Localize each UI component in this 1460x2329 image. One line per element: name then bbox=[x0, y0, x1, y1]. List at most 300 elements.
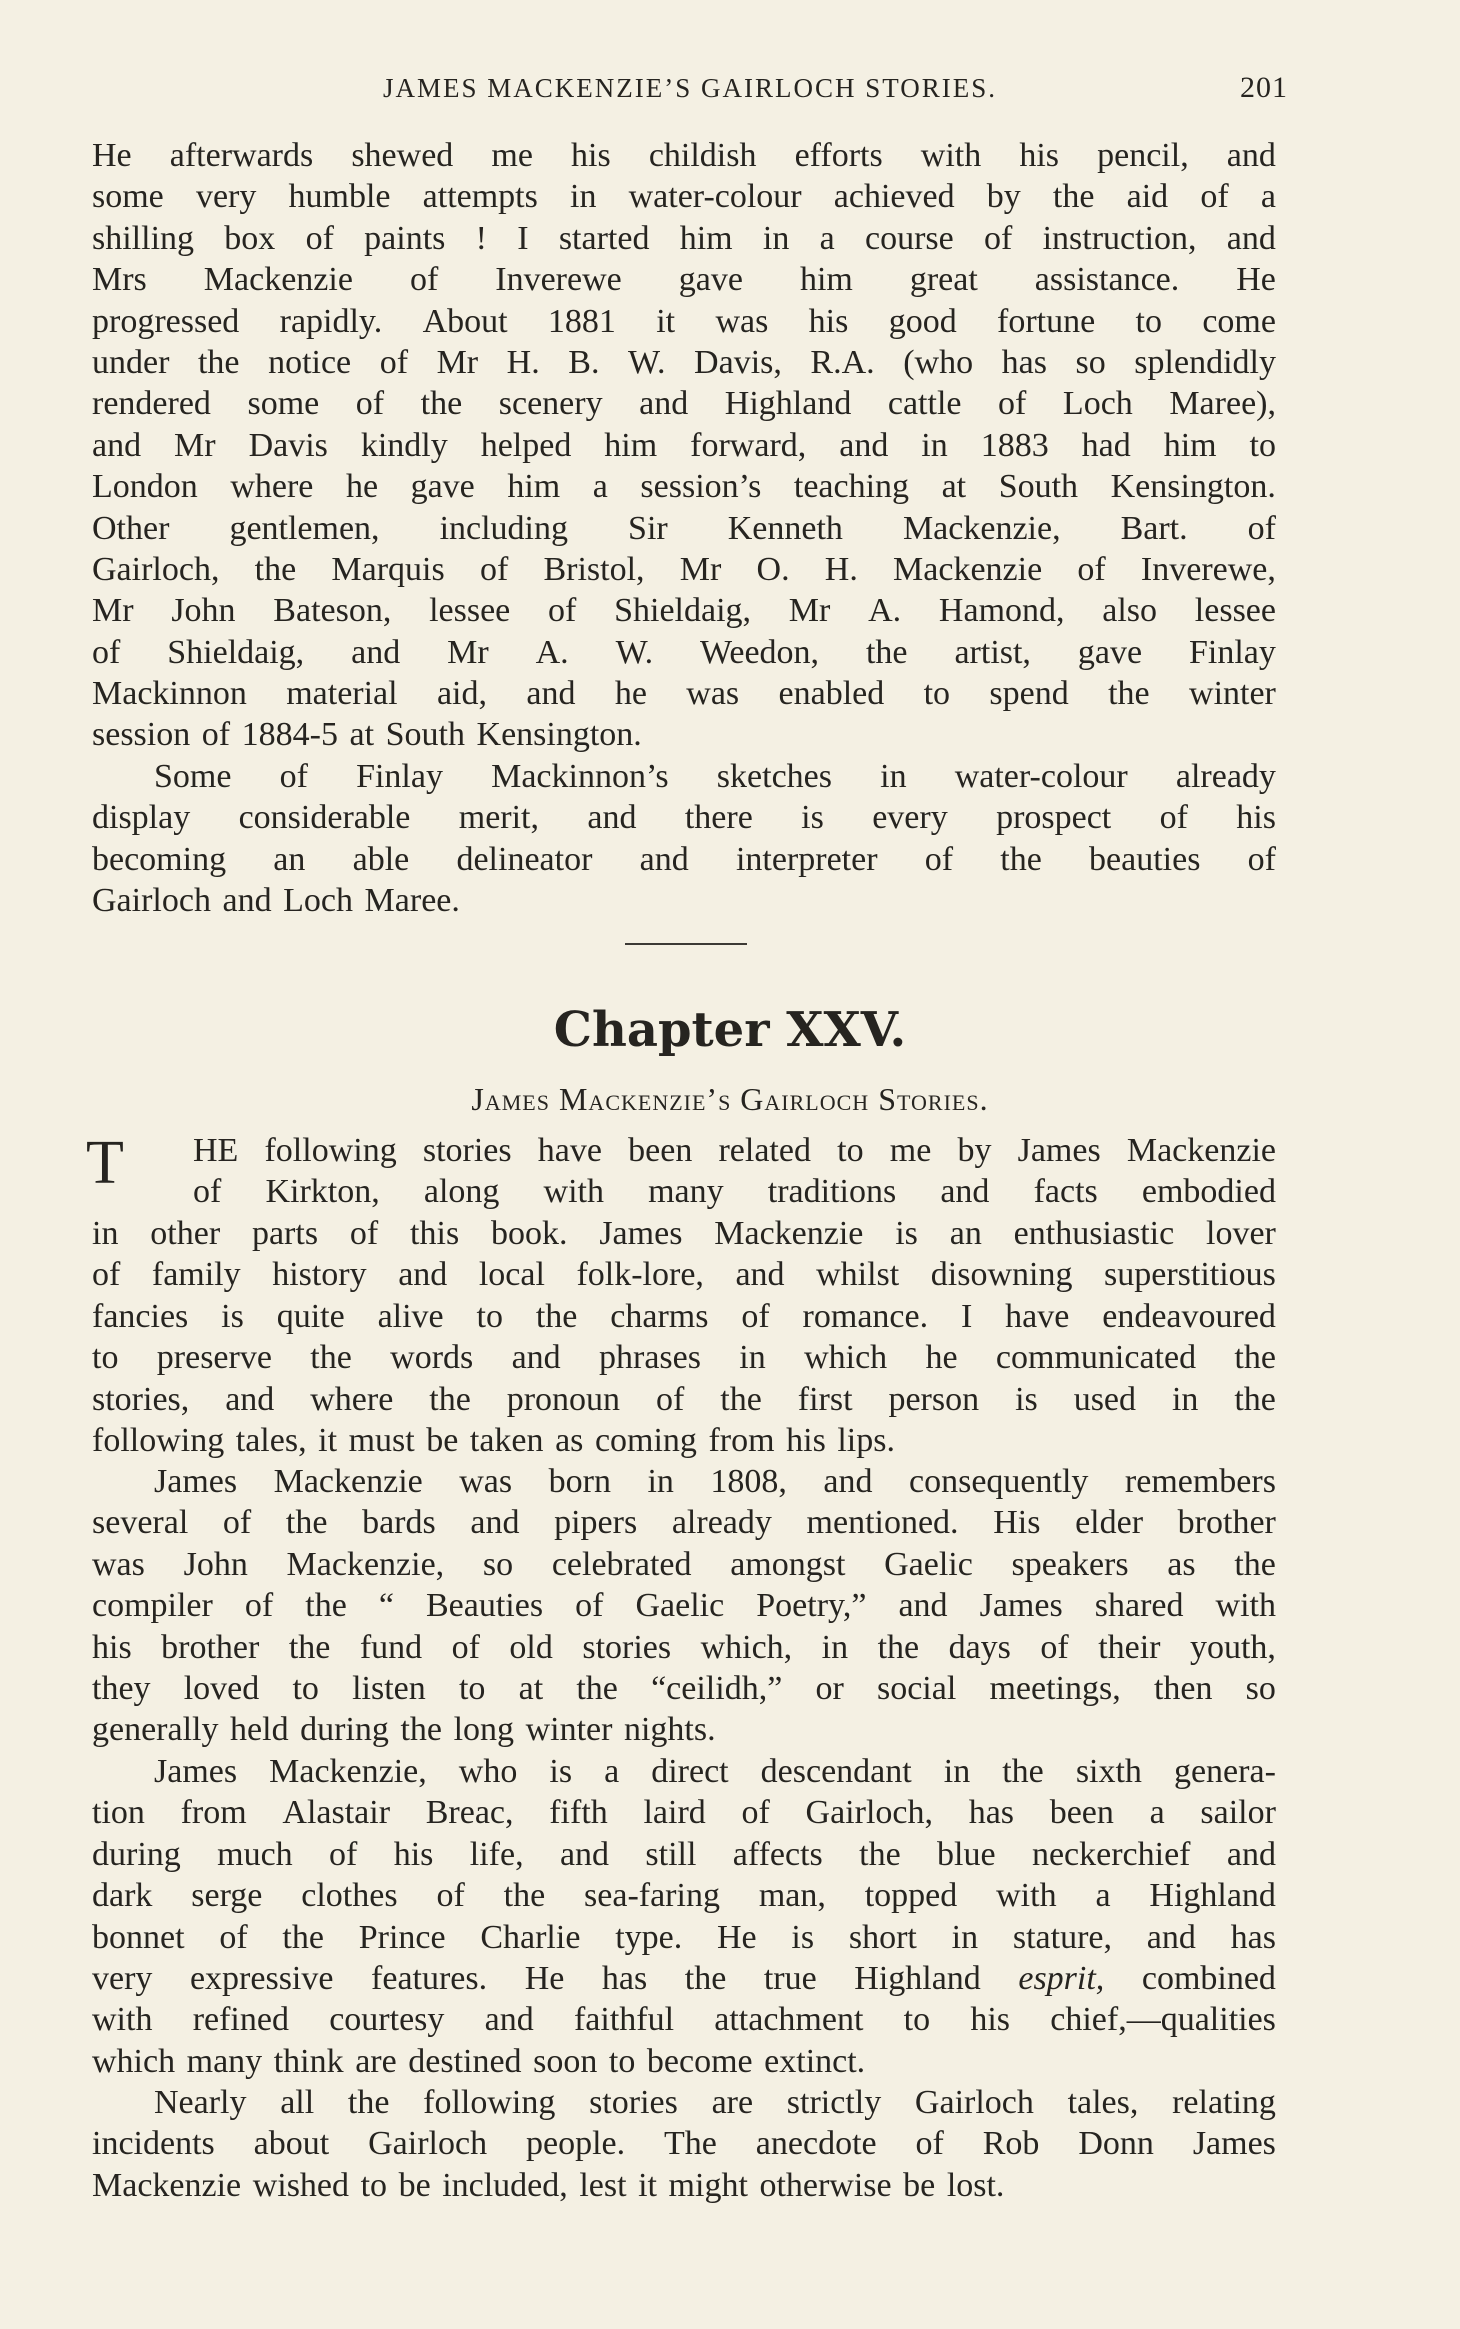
word: He bbox=[1236, 261, 1276, 299]
word: and bbox=[898, 1587, 948, 1625]
word: Weedon, bbox=[700, 633, 820, 671]
word: his bbox=[92, 1628, 132, 1666]
word: his bbox=[393, 1835, 434, 1873]
text-line bbox=[92, 1999, 1276, 2040]
word: me bbox=[889, 1132, 932, 1169]
word: enabled bbox=[778, 675, 885, 713]
word: He bbox=[524, 1959, 565, 1997]
word: so bbox=[1075, 343, 1106, 381]
word: days bbox=[948, 1628, 1011, 1666]
word: helped bbox=[480, 426, 572, 464]
word: stories bbox=[589, 2084, 678, 2121]
word: I bbox=[517, 219, 529, 257]
word: features. bbox=[371, 1959, 488, 1997]
text-line bbox=[92, 1585, 1276, 1626]
word: disowning bbox=[930, 1256, 1073, 1294]
word: Poetry,” bbox=[756, 1587, 867, 1625]
word: progressed bbox=[92, 302, 240, 340]
word: topped bbox=[864, 1877, 958, 1915]
word: able bbox=[352, 840, 410, 878]
word: long bbox=[453, 1711, 515, 1749]
word: and bbox=[470, 1504, 520, 1542]
text-line bbox=[92, 1461, 1276, 1502]
word: 1883 bbox=[980, 426, 1049, 464]
word: His bbox=[993, 1504, 1041, 1542]
word: About bbox=[422, 302, 508, 340]
word: is bbox=[801, 799, 824, 837]
word: speakers bbox=[1011, 1545, 1129, 1583]
word: expressive bbox=[189, 1959, 334, 1997]
text-line bbox=[92, 2082, 1276, 2123]
word: and bbox=[511, 1339, 561, 1377]
word: tales, bbox=[235, 1421, 307, 1459]
word: lessee bbox=[1194, 592, 1276, 630]
word: forward, bbox=[690, 426, 807, 464]
word: London bbox=[92, 468, 198, 506]
word: water-colour bbox=[628, 178, 802, 216]
word: embodied bbox=[1141, 1173, 1276, 1211]
word: the bbox=[282, 1918, 324, 1956]
word: during bbox=[300, 1711, 389, 1749]
word: James bbox=[1017, 1132, 1101, 1169]
word: Mr bbox=[174, 426, 216, 464]
word: Mackenzie bbox=[203, 261, 353, 299]
word: of bbox=[575, 1587, 604, 1625]
word: bards bbox=[362, 1504, 436, 1542]
word: Charlie bbox=[480, 1918, 581, 1956]
text-line bbox=[92, 632, 1276, 673]
word: Mr bbox=[679, 550, 722, 588]
chapter-heading: Chapter XXV. bbox=[553, 1002, 907, 1058]
word: in bbox=[762, 219, 790, 257]
word: I bbox=[960, 1297, 973, 1335]
text-line bbox=[92, 2165, 1276, 2206]
word: of bbox=[1247, 509, 1276, 547]
word: man, bbox=[758, 1877, 826, 1915]
word: lest bbox=[579, 2166, 627, 2204]
word: with bbox=[996, 1877, 1057, 1915]
drop-cap: T bbox=[86, 1129, 124, 1197]
word: the bbox=[859, 1835, 901, 1873]
word: in bbox=[821, 1628, 849, 1666]
word: stories bbox=[422, 1132, 512, 1169]
word: and bbox=[484, 2001, 534, 2039]
word: prospect bbox=[996, 799, 1112, 837]
word: in bbox=[951, 1918, 979, 1956]
word: already bbox=[1175, 758, 1276, 795]
word: the bbox=[1234, 1545, 1276, 1583]
word: him bbox=[1163, 426, 1217, 464]
word: considerable bbox=[238, 799, 411, 837]
word: been bbox=[1049, 1794, 1114, 1832]
word: words bbox=[390, 1339, 474, 1377]
word: in bbox=[1171, 1380, 1199, 1418]
word: sketches bbox=[716, 758, 832, 795]
word: which, bbox=[700, 1628, 793, 1666]
word: of bbox=[548, 592, 577, 630]
word: type. bbox=[615, 1918, 683, 1956]
word: gave bbox=[678, 261, 743, 299]
word: the bbox=[254, 550, 297, 588]
word: history bbox=[272, 1256, 367, 1294]
word: during bbox=[92, 1835, 181, 1873]
word: superstitious bbox=[1104, 1256, 1276, 1294]
word: Mackenzie, bbox=[269, 1753, 427, 1790]
word: a bbox=[1260, 178, 1276, 216]
word: gave bbox=[1077, 633, 1143, 671]
word: afterwards bbox=[169, 137, 314, 174]
word: meetings, bbox=[989, 1669, 1121, 1707]
word: is bbox=[221, 1297, 244, 1335]
word: is bbox=[791, 1918, 815, 1956]
word: H. bbox=[824, 550, 858, 588]
word: the bbox=[503, 1877, 546, 1915]
word: of bbox=[329, 1835, 358, 1873]
word: courtesy bbox=[329, 2001, 445, 2039]
word: celebrated bbox=[551, 1545, 692, 1583]
word: from bbox=[708, 1421, 775, 1459]
word: Bart. bbox=[1120, 509, 1188, 547]
word: in bbox=[880, 758, 907, 795]
word: it bbox=[318, 1421, 338, 1459]
word: He bbox=[92, 137, 132, 174]
word: Highland bbox=[1149, 1877, 1276, 1915]
word: lover bbox=[1206, 1215, 1276, 1252]
finlay-paragraph bbox=[92, 756, 1276, 922]
word: as bbox=[555, 1421, 584, 1459]
text-line bbox=[92, 839, 1276, 880]
word: Loch bbox=[1062, 385, 1133, 423]
word: have bbox=[537, 1132, 602, 1169]
word: becoming bbox=[92, 840, 227, 878]
word: to bbox=[1135, 302, 1162, 340]
word: and bbox=[1226, 1835, 1276, 1873]
word: traditions bbox=[767, 1173, 897, 1211]
text-line bbox=[92, 797, 1276, 838]
word: has bbox=[1230, 1918, 1276, 1956]
word: Loch bbox=[283, 882, 353, 920]
word: a bbox=[604, 1753, 620, 1790]
word: the bbox=[429, 1380, 471, 1418]
word: “ bbox=[378, 1587, 394, 1625]
word: the bbox=[197, 343, 240, 381]
word: Bristol, bbox=[543, 550, 645, 588]
word: and bbox=[92, 426, 142, 464]
word: James bbox=[1192, 2125, 1276, 2163]
word: 1884-5 bbox=[241, 716, 338, 754]
word: many bbox=[648, 1173, 724, 1211]
word: think bbox=[273, 2042, 344, 2080]
word: a bbox=[1149, 1794, 1165, 1832]
word: taken bbox=[469, 1421, 544, 1459]
word: and bbox=[639, 385, 689, 423]
word: his bbox=[571, 137, 611, 174]
word: brother bbox=[161, 1628, 260, 1666]
word: preserve bbox=[156, 1339, 272, 1377]
word: phrases bbox=[599, 1339, 701, 1377]
word: to bbox=[92, 1339, 119, 1377]
word: spend bbox=[989, 675, 1069, 713]
word: display bbox=[92, 799, 191, 837]
word: and bbox=[225, 1380, 275, 1418]
word: and bbox=[839, 426, 889, 464]
word: related bbox=[718, 1132, 811, 1169]
word: it bbox=[656, 302, 676, 340]
word: him bbox=[507, 468, 561, 506]
word: notice bbox=[268, 343, 352, 381]
word: serge bbox=[191, 1877, 263, 1915]
text-line bbox=[92, 1379, 1276, 1420]
word: of bbox=[1159, 799, 1188, 837]
word: of bbox=[479, 550, 509, 588]
italic-word: esprit, bbox=[1018, 1959, 1105, 1997]
word: kindly bbox=[360, 426, 448, 464]
word: course bbox=[864, 219, 954, 257]
chapter-opening-continued bbox=[92, 1213, 1276, 1461]
word: of bbox=[219, 1918, 248, 1956]
word: and bbox=[823, 1463, 873, 1500]
word: rendered bbox=[92, 385, 211, 423]
word: the bbox=[720, 1380, 762, 1418]
word: James bbox=[979, 1587, 1063, 1625]
word: including bbox=[439, 509, 569, 547]
word: the bbox=[535, 1297, 578, 1335]
word: Maree), bbox=[1169, 385, 1276, 423]
word: instruction, bbox=[1042, 219, 1197, 257]
word: gentlemen, bbox=[229, 509, 380, 547]
word: stories bbox=[582, 1628, 672, 1666]
word: at bbox=[941, 468, 967, 506]
word: Bateson, bbox=[273, 592, 392, 630]
text-line bbox=[92, 880, 1276, 921]
word: there bbox=[684, 799, 753, 837]
word: shilling bbox=[92, 219, 195, 257]
word: consequently bbox=[909, 1463, 1089, 1500]
word: has bbox=[601, 1959, 648, 1997]
text-line bbox=[92, 1875, 1276, 1916]
word: parts bbox=[251, 1215, 319, 1252]
word: achieved bbox=[833, 178, 955, 216]
word: must bbox=[348, 1421, 415, 1459]
word: Other bbox=[92, 509, 170, 547]
word: Donn bbox=[1078, 2125, 1154, 2163]
text-line bbox=[92, 1213, 1276, 1254]
word: strictly bbox=[786, 2084, 882, 2121]
word: Mr bbox=[92, 592, 134, 630]
text-line bbox=[92, 259, 1276, 300]
word: who bbox=[458, 1753, 518, 1790]
word: Mackenzie bbox=[1126, 1132, 1276, 1169]
word: communicated bbox=[995, 1339, 1197, 1377]
word: of bbox=[92, 1256, 121, 1294]
word: tion bbox=[92, 1794, 145, 1832]
word: of bbox=[741, 1794, 770, 1832]
word: of bbox=[379, 343, 409, 381]
word: following bbox=[92, 1421, 225, 1459]
word: clothes bbox=[301, 1877, 398, 1915]
word: endeavoured bbox=[1102, 1297, 1276, 1335]
word: shared bbox=[1094, 1587, 1184, 1625]
word: with bbox=[543, 1173, 604, 1211]
word: with bbox=[920, 137, 982, 174]
word: James bbox=[154, 1753, 238, 1790]
text-line bbox=[92, 176, 1276, 217]
word: artist, bbox=[954, 633, 1031, 671]
word: his bbox=[1236, 799, 1276, 837]
word: Kensington. bbox=[1110, 468, 1276, 506]
word: started bbox=[558, 219, 650, 257]
word: and bbox=[351, 633, 401, 671]
word: with bbox=[92, 2001, 153, 2039]
word: Mackenzie bbox=[92, 2166, 242, 2204]
word: Gairloch, bbox=[805, 1794, 933, 1832]
word: included, bbox=[442, 2166, 568, 2204]
word: and bbox=[222, 882, 272, 920]
text-line bbox=[92, 1420, 1276, 1461]
word: much bbox=[217, 1835, 293, 1873]
word: which bbox=[804, 1339, 888, 1377]
text-line bbox=[92, 218, 1276, 259]
word: the bbox=[1052, 178, 1095, 216]
word: at bbox=[349, 716, 375, 754]
word: in bbox=[647, 1463, 674, 1500]
word: Davis bbox=[248, 426, 328, 464]
word: to bbox=[923, 675, 951, 713]
word: great bbox=[909, 261, 978, 299]
text-line bbox=[92, 135, 1276, 176]
word: by bbox=[986, 178, 1021, 216]
word: the bbox=[1234, 1339, 1276, 1377]
word: youth, bbox=[1189, 1628, 1276, 1666]
word: of bbox=[656, 1380, 685, 1418]
word: stories, bbox=[92, 1380, 190, 1418]
word: of bbox=[244, 1587, 274, 1625]
word: his bbox=[786, 1421, 826, 1459]
word: Sir bbox=[628, 509, 668, 547]
word: sea-faring bbox=[584, 1877, 720, 1915]
word: in bbox=[943, 1753, 971, 1790]
word: was bbox=[686, 675, 740, 713]
word: Gairloch bbox=[368, 2125, 488, 2163]
word: of bbox=[92, 633, 121, 671]
word: South bbox=[998, 468, 1079, 506]
word: R.A. bbox=[810, 343, 875, 381]
word: or bbox=[815, 1669, 844, 1707]
word: assistance. bbox=[1034, 261, 1180, 299]
word: nights. bbox=[623, 1711, 716, 1749]
word: otherwise bbox=[759, 2166, 892, 2204]
word: and bbox=[526, 675, 576, 713]
word: Kenneth bbox=[727, 509, 843, 547]
word: of bbox=[924, 840, 954, 878]
word: to bbox=[292, 1669, 319, 1707]
word: so bbox=[482, 1545, 514, 1583]
text-line bbox=[92, 2041, 1276, 2082]
word: several bbox=[92, 1504, 189, 1542]
word: cattle bbox=[887, 385, 962, 423]
word: they bbox=[92, 1669, 151, 1707]
word: splendidly bbox=[1134, 343, 1276, 381]
word: John bbox=[183, 1545, 248, 1583]
word: winter bbox=[1189, 675, 1276, 713]
word: the bbox=[865, 633, 908, 671]
word: He bbox=[717, 1918, 757, 1956]
word: combined bbox=[1141, 1959, 1276, 1997]
word: mentioned. bbox=[806, 1504, 959, 1542]
text-line bbox=[92, 425, 1276, 466]
word: delineator bbox=[456, 840, 593, 878]
word: and bbox=[940, 1173, 990, 1211]
word: James bbox=[154, 1463, 238, 1500]
word: genera- bbox=[1173, 1753, 1276, 1790]
word: Mackinnon’s bbox=[491, 758, 669, 795]
word: descendant bbox=[760, 1753, 912, 1790]
word: neckerchief bbox=[1031, 1835, 1191, 1873]
word: is bbox=[895, 1215, 918, 1252]
word: South bbox=[385, 716, 465, 754]
word: short bbox=[848, 1918, 917, 1956]
word: the bbox=[285, 1504, 328, 1542]
word: anecdote bbox=[755, 2125, 877, 2163]
word: be bbox=[398, 2166, 431, 2204]
word: the bbox=[576, 1669, 618, 1707]
text-line bbox=[92, 342, 1276, 383]
word: Shieldaig, bbox=[614, 592, 752, 630]
word: wished bbox=[252, 2166, 350, 2204]
word: person bbox=[888, 1380, 980, 1418]
word: brother bbox=[1177, 1504, 1276, 1542]
word: him bbox=[604, 426, 658, 464]
word: is bbox=[549, 1753, 573, 1790]
word: beauties bbox=[1089, 840, 1201, 878]
word: laird bbox=[643, 1794, 706, 1832]
text-line bbox=[92, 1917, 1276, 1958]
word: The bbox=[664, 2125, 717, 2163]
word: fifth bbox=[549, 1794, 608, 1832]
word: their bbox=[1098, 1628, 1161, 1666]
word: and bbox=[587, 799, 637, 837]
word: good bbox=[888, 302, 957, 340]
word: chief,—qualities bbox=[1050, 2001, 1276, 2039]
word: shewed bbox=[351, 137, 454, 174]
word: to bbox=[837, 1132, 864, 1169]
word: fancies bbox=[92, 1297, 189, 1335]
word: listen bbox=[352, 1669, 426, 1707]
word: remembers bbox=[1124, 1463, 1276, 1500]
text-line bbox=[92, 2123, 1276, 2164]
word: very bbox=[92, 1959, 153, 1997]
word: scenery bbox=[498, 385, 603, 423]
word: compiler bbox=[92, 1587, 213, 1625]
word: Breac, bbox=[425, 1794, 514, 1832]
word: Mr bbox=[447, 633, 489, 671]
word: alive bbox=[377, 1297, 444, 1335]
word: people. bbox=[525, 2125, 626, 2163]
word: be bbox=[903, 2166, 936, 2204]
text-line bbox=[92, 1668, 1276, 1709]
word: where bbox=[230, 468, 314, 506]
word: bonnet bbox=[92, 1918, 185, 1956]
text-line bbox=[92, 549, 1276, 590]
word: Davis, bbox=[694, 343, 782, 381]
word: in bbox=[570, 178, 597, 216]
word: Maree. bbox=[364, 882, 460, 920]
word: blue bbox=[937, 1835, 996, 1873]
word: aid bbox=[1126, 178, 1169, 216]
word: Rob bbox=[982, 2125, 1040, 2163]
word: a bbox=[592, 468, 608, 506]
word: and bbox=[559, 1835, 610, 1873]
